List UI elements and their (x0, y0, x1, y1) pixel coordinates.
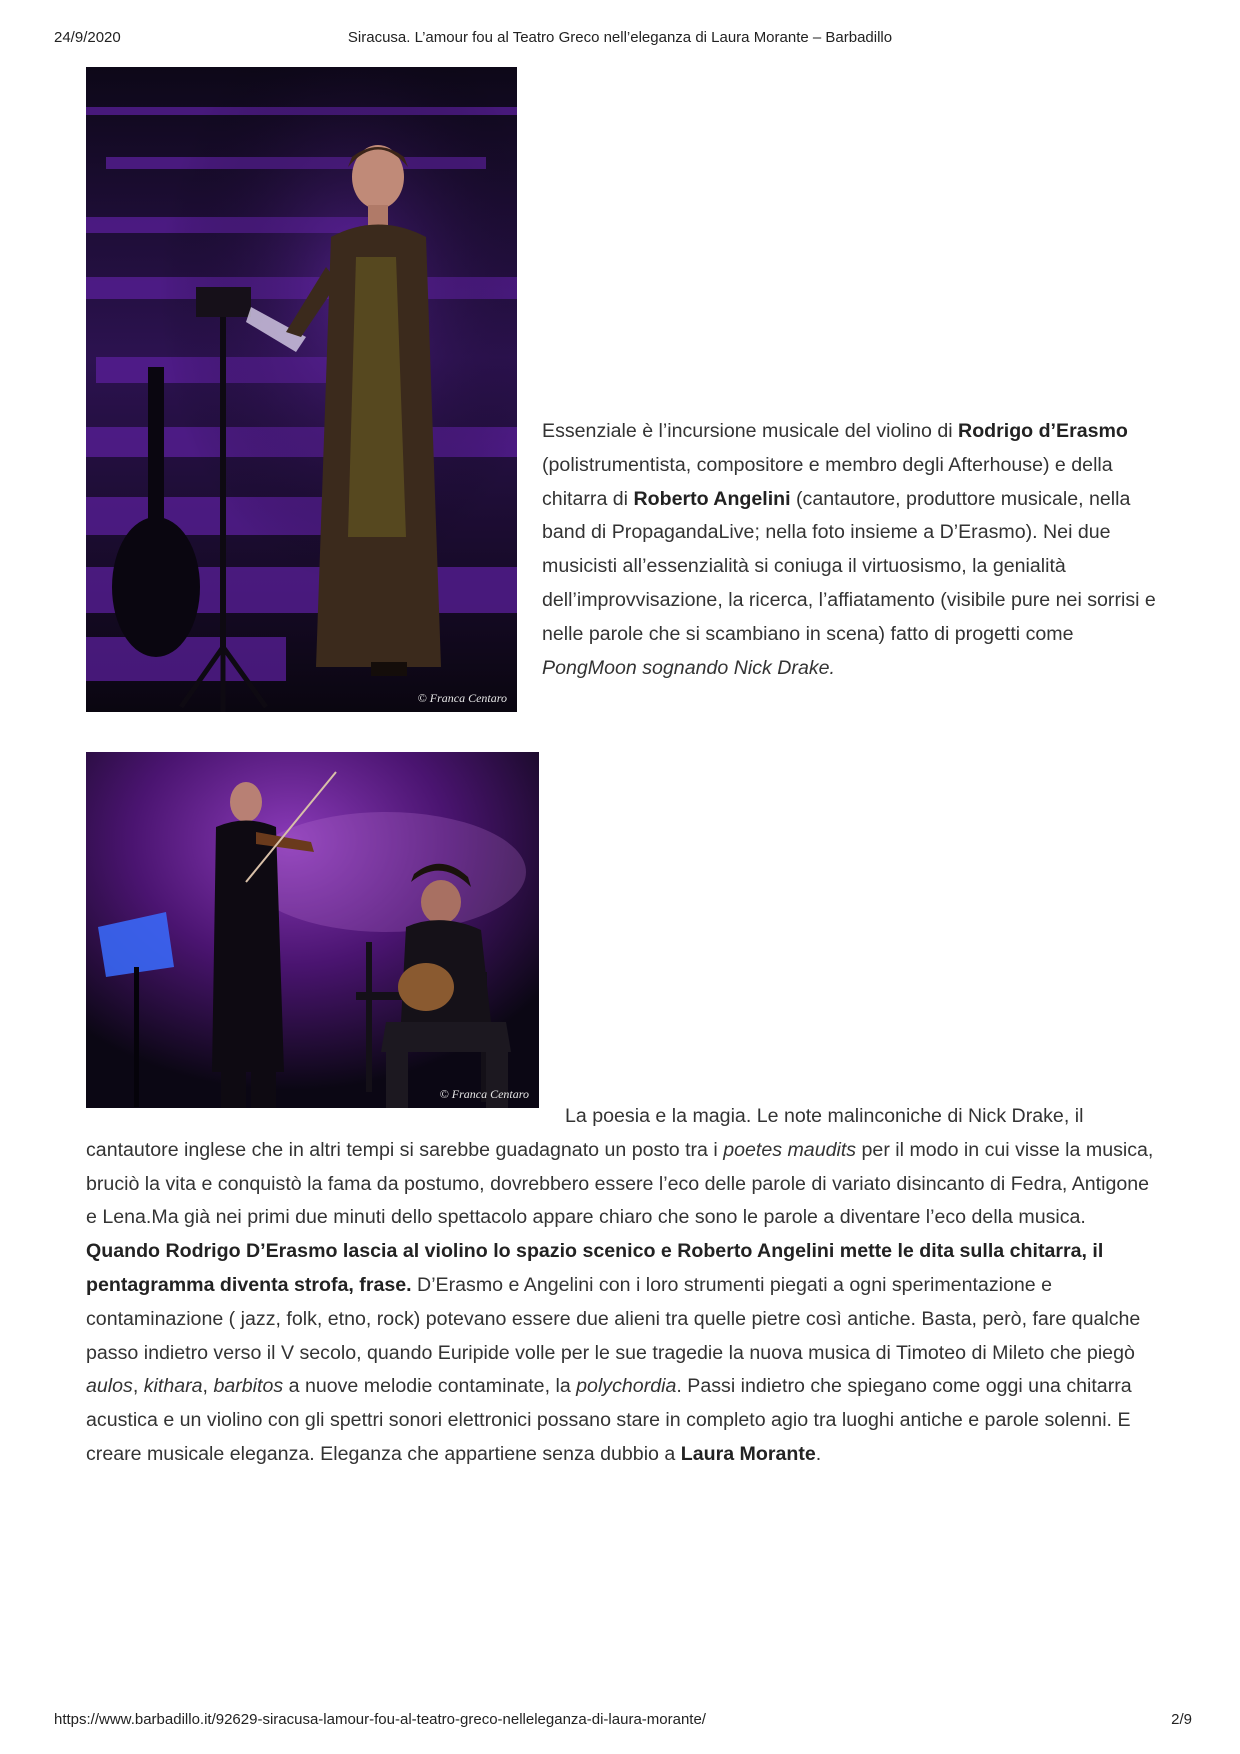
photo-musicians-credit: © Franca Centaro (439, 1087, 529, 1101)
p2-bold-quote: Quando Rodrigo D’Erasmo lascia al violino lo spazio scenico e Roberto Angelini mette le dita sulla chitarra, il pentagramma diventa strofa, frase. (86, 1240, 1104, 1296)
p2-text-8: . (815, 1442, 822, 1465)
paragraph-poetry-magic (86, 1100, 1161, 1472)
photo-laura-morante (86, 67, 517, 712)
p2-italic-barbitos: barbitos (213, 1375, 284, 1398)
p2-bold-laura-morante: Laura Morante (680, 1442, 816, 1465)
p2-italic-polychordia: polychordia (576, 1375, 677, 1398)
photo-musicians-image (86, 752, 539, 1108)
p2-text-6: a nuove melodie contaminate, la (283, 1375, 577, 1398)
p2-italic-poetes-maudits: poetes maudits (723, 1138, 857, 1161)
photo-laura-morante-image (86, 67, 517, 712)
page-title: Siracusa. L’amour fou al Teatro Greco nell’eleganza di Laura Morante – Barbadillo (347, 29, 893, 46)
p1-text-2: (polistrumentista, compositore e membro degli Afterhouse) e della chitarra di (542, 453, 1113, 510)
p2-text-2: per il modo in cui visse la musica, bruciò la vita e conquistò la fama da postumo, dovrebbero essere l’eco delle parole di variato disincanto di Fedra, Antigone e Lena.Ma già nei primi due minuti dello spettacolo appare chiaro che sono le parole a diventare l’eco della musica. (86, 1138, 1154, 1229)
p1-italic-pongmoon: PongMoon sognando Nick Drake. (542, 656, 835, 679)
photo-laura-morante-credit: © Franca Centaro (417, 691, 507, 705)
p1-text-1: Essenziale è l’incursione musicale del violino di (542, 420, 959, 442)
photo-musicians (86, 752, 539, 1108)
p2-italic-aulos: aulos (86, 1375, 133, 1398)
print-date: 24/9/2020 (54, 29, 121, 46)
p2-text-7: . Passi indietro che spiegano come oggi una chitarra acustica e un violino con gli spettri sonori elettronici possano stare in completo agio tra luoghi antiche e parole solenni. E creare musicale eleganza. Eleganza che appartiene senza dubbio a (86, 1375, 1132, 1465)
paragraph-musicians (542, 415, 1162, 685)
p2-text-1: La poesia e la magia. Le note malinconiche di Nick Drake, il cantautore inglese che in altri tempi si sarebbe guadagnato un posto tra i (86, 1105, 1084, 1161)
p2-text-3: D’Erasmo e Angelini con i loro strumenti piegati a ogni sperimentazione e contaminazione ( jazz, folk, etno, rock) potevano essere due alieni tra quelle pietre così antiche. Basta, però, fare qualche passo indietro verso il V secolo, quando Euripide volle per le sue tragedie la nuova musica di Timoteo di Mileto che piegò (86, 1273, 1141, 1364)
p2-text-4: , (132, 1375, 144, 1398)
footer-url: https://www.barbadillo.it/92629-siracusa-lamour-fou-al-teatro-greco-nelleleganza-di-laura-morante/ (54, 1711, 706, 1728)
page-number: 2/9 (1171, 1711, 1192, 1728)
p1-bold-rodrigo: Rodrigo d’Erasmo (958, 420, 1128, 442)
p1-text-3: (cantautore, produttore musicale, nella band di PropagandaLive; nella foto insieme a D’Erasmo). Nei due musicisti all’essenzialità si coniuga il virtuosismo, la genialità dell’improvvisazione, la ricerca, l’affiatamento (visibile pure nei sorrisi e nelle parole che si scambiano in scena) fatto di progetti come (542, 487, 1156, 645)
p2-text-5: , (202, 1375, 214, 1398)
p1-bold-roberto: Roberto Angelini (633, 487, 791, 510)
p2-italic-kithara: kithara (143, 1375, 203, 1398)
